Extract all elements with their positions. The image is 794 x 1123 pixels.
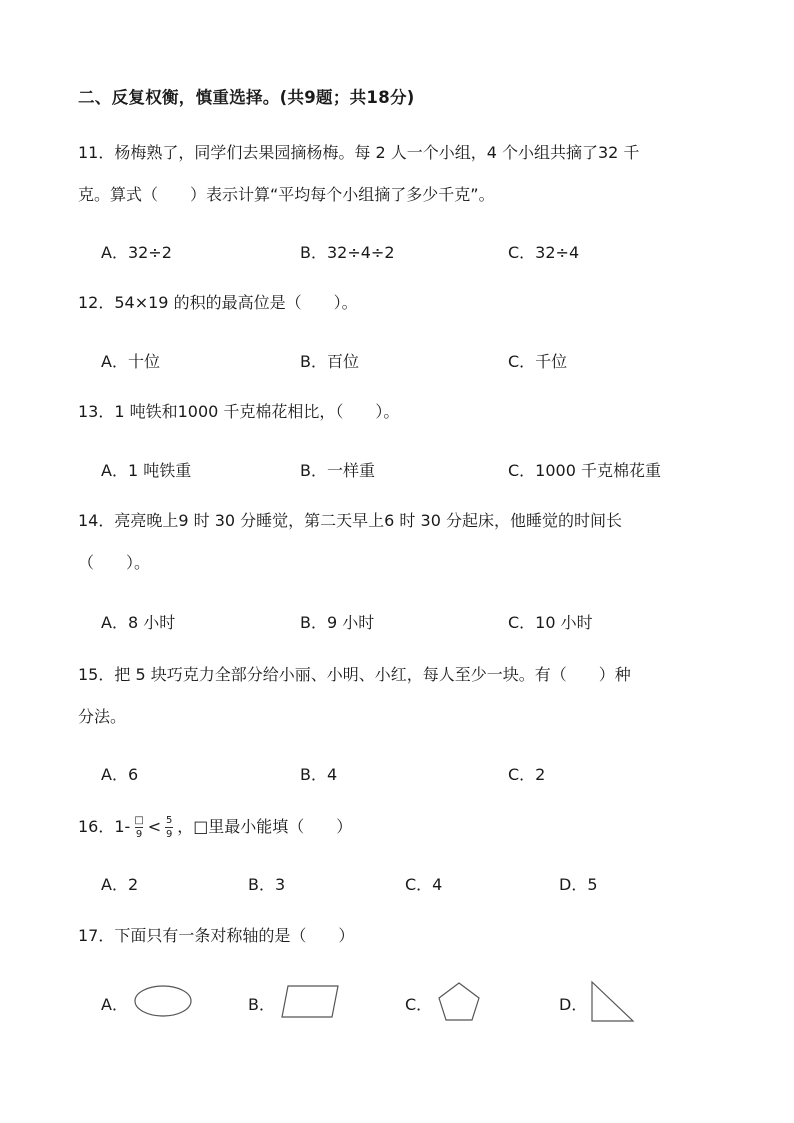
right-triangle-icon[interactable] [588, 979, 638, 1025]
question-11-line2: 克。算式（ ）表示计算“平均每个小组摘了多少千克”。 [78, 185, 495, 204]
q16-option-c[interactable]: C．4 [405, 875, 443, 894]
fraction-2 [165, 815, 173, 840]
q17-option-a[interactable]: A． [101, 995, 128, 1014]
question-14 [78, 500, 728, 584]
question-15-line2: 分法。 [78, 707, 127, 726]
q14-option-a[interactable]: A．8 小时 [101, 613, 176, 632]
question-12: 12．54×19 的积的最高位是（ ）。 [78, 293, 358, 312]
parallelogram-icon[interactable] [280, 983, 342, 1021]
pentagon-icon[interactable] [435, 980, 483, 1024]
question-15 [78, 654, 728, 738]
q14-option-b[interactable]: B．9 小时 [300, 613, 375, 632]
question-11 [78, 132, 728, 216]
q16-option-a[interactable]: A．2 [101, 875, 139, 894]
q12-option-b[interactable]: B．百位 [300, 352, 359, 371]
question-15-line1: 15．把 5 块巧克力全部分给小丽、小明、小红，每人至少一块。有（ ）种 [78, 665, 631, 684]
q13-option-a[interactable]: A．1 吨铁重 [101, 461, 192, 480]
q11-option-c[interactable]: C．32÷4 [508, 243, 580, 262]
question-17: 17．下面只有一条对称轴的是（ ） [78, 926, 355, 945]
q17-option-c[interactable]: C． [405, 995, 433, 1014]
section-title: 二、反复权衡，慎重选择。(共9题；共18分) [78, 88, 415, 107]
q15-option-a[interactable]: A．6 [101, 765, 139, 784]
q17-option-d[interactable]: D． [559, 995, 588, 1014]
q17-option-b[interactable]: B． [248, 995, 275, 1014]
q16-option-b[interactable]: B．3 [248, 875, 286, 894]
q12-option-a[interactable]: A．十位 [101, 352, 160, 371]
q11-option-a[interactable]: A．32÷2 [101, 243, 172, 262]
question-13: 13．1 吨铁和1000 千克棉花相比，（ ）。 [78, 402, 400, 421]
q13-option-c[interactable]: C．1000 千克棉花重 [508, 461, 661, 480]
q12-option-c[interactable]: C．千位 [508, 352, 568, 371]
q13-option-b[interactable]: B．一样重 [300, 461, 375, 480]
question-16 [78, 806, 728, 848]
q16-suffix: ，□里最小能填（ ） [177, 817, 353, 836]
less-than-sign: < [147, 817, 162, 836]
q11-option-b[interactable]: B．32÷4÷2 [300, 243, 395, 262]
question-11-line1: 11．杨梅熟了，同学们去果园摘杨梅。每 2 人一个小组，4 个小组共摘了32 千 [78, 143, 640, 162]
q15-option-c[interactable]: C．2 [508, 765, 546, 784]
fraction-1-numerator: □ [134, 815, 144, 826]
question-14-line2: （ ）。 [78, 553, 151, 572]
q14-option-c[interactable]: C．10 小时 [508, 613, 593, 632]
question-14-line1: 14．亮亮晚上9 时 30 分睡觉，第二天早上6 时 30 分起床，他睡觉的时间长 [78, 511, 622, 530]
fraction-2-numerator: 5 [166, 815, 173, 826]
fraction-1 [134, 815, 143, 840]
q16-prefix: 16．1- [78, 817, 131, 836]
q16-option-d[interactable]: D．5 [559, 875, 598, 894]
fraction-2-denominator: 9 [166, 829, 173, 840]
fraction-1-denominator: 9 [135, 829, 143, 840]
ellipse-icon[interactable] [132, 983, 194, 1019]
q15-option-b[interactable]: B．4 [300, 765, 338, 784]
